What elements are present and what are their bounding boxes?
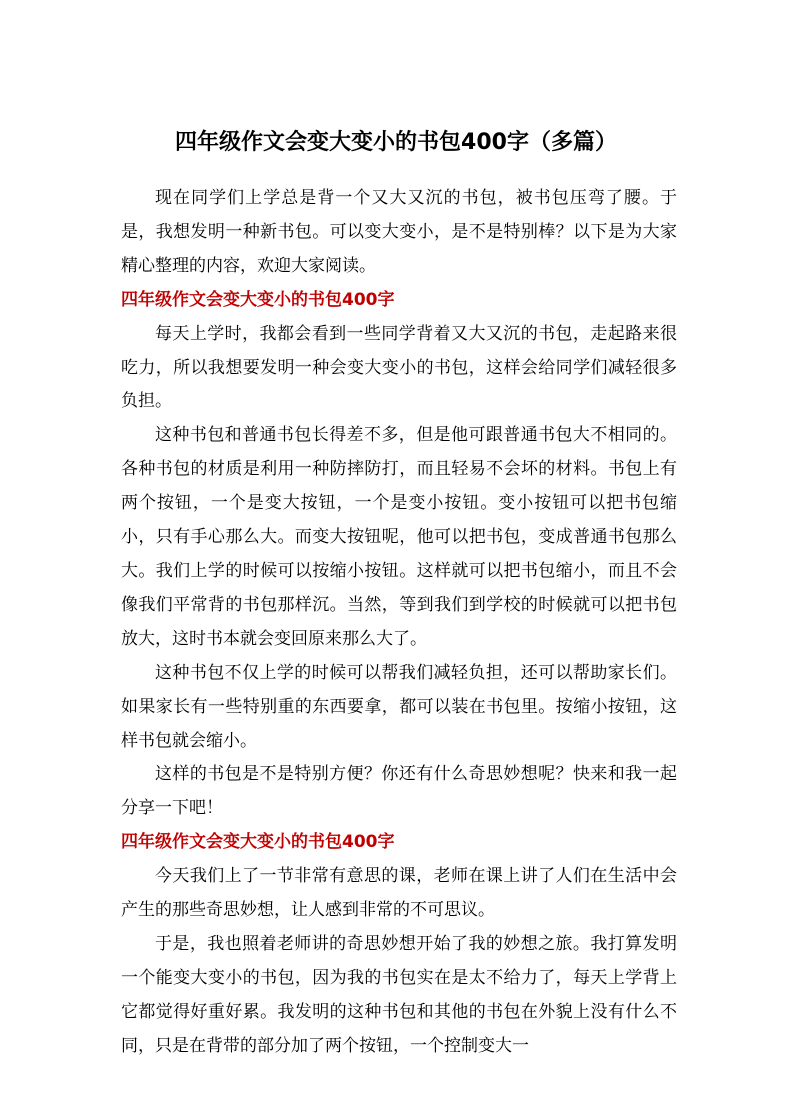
section-heading: 四年级作文会变大变小的书包400字 bbox=[121, 289, 395, 310]
paragraph: 今天我们上了一节非常有意思的课，老师在课上讲了人们在生活中会产生的那些奇思妙想，让人感到非常的不可思议。 bbox=[121, 866, 677, 921]
paragraph: 这种书包不仅上学的时候可以帮我们减轻负担，还可以帮助家长们。如果家长有一些特别重的东西要拿，都可以装在书包里。按缩小按钮，这样书包就会缩小。 bbox=[121, 662, 677, 751]
section-heading: 四年级作文会变大变小的书包400字 bbox=[121, 832, 395, 853]
paragraph: 这种书包和普通书包长得差不多，但是他可跟普通书包大不相同的。各种书包的材质是利用一种防摔防打，而且轻易不会坏的材料。书包上有两个按钮，一个是变大按钮，一个是变小按钮。变小按钮可以把书包缩小，只有手心那么大。而变大按钮呢，他可以把书包，变成普通书包那么大。我们上学的时候可以按缩小按钮。这样就可以把书包缩小，而且不会像我们平常背的书包那样沉。当然，等到我们到学校的时候就可以把书包放大，这时书本就会变回原来那么大了。 bbox=[121, 425, 677, 649]
intro-paragraph: 现在同学们上学总是背一个又大又沉的书包，被书包压弯了腰。于是，我想发明一种新书包。可以变大变小，是不是特别棒？以下是为大家精心整理的内容，欢迎大家阅读。 bbox=[121, 188, 677, 276]
paragraph: 这样的书包是不是特别方便？你还有什么奇思妙想呢？快来和我一起分享一下吧！ bbox=[121, 764, 677, 819]
document-title: 四年级作文会变大变小的书包400字（多篇） bbox=[175, 129, 617, 155]
paragraph: 每天上学时，我都会看到一些同学背着又大又沉的书包，走起路来很吃力，所以我想要发明一种会变大变小的书包，这样会给同学们减轻很多负担。 bbox=[121, 323, 677, 412]
document-body bbox=[121, 182, 677, 1064]
paragraph: 于是，我也照着老师讲的奇思妙想开始了我的妙想之旅。我打算发明一个能变大变小的书包，因为我的书包实在是太不给力了，每天上学背上它都觉得好重好累。我发明的这种书包和其他的书包在外貌上没有什么不同，只是在背带的部分加了两个按钮，一个控制变大一 bbox=[121, 933, 677, 1056]
